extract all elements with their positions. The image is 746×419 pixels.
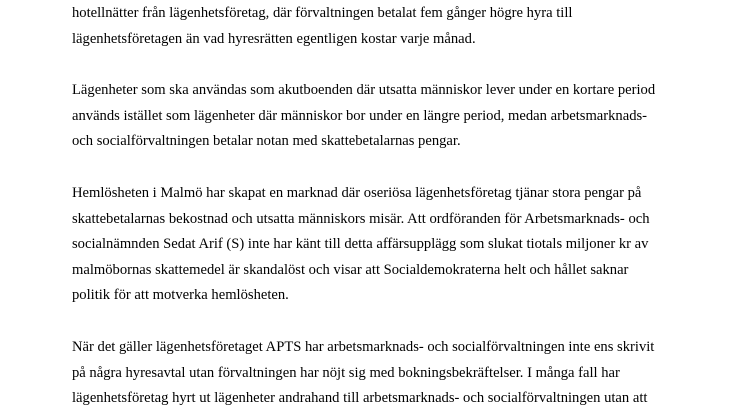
paragraph-line: används istället som lägenheter där människor bor under en längre period, medan arbetsmarknads- xyxy=(72,107,648,124)
paragraph-line: Lägenheter som ska användas som akutboenden där utsatta människor lever under en kortare period xyxy=(72,82,656,98)
paragraph-line: Hemlösheten i Malmö har skapat en marknad där oseriösa lägenhetsföretag tjänar stora pengar på xyxy=(72,185,642,201)
paragraph-line: hotellnätter från lägenhetsföretag, där förvaltningen betalat fem gånger högre hyra till xyxy=(72,5,573,21)
paragraph-line: på några hyresavtal utan förvaltningen har nöjt sig med bokningsbekräftelser. I många fall har xyxy=(72,364,620,381)
paragraph-line: När det gäller lägenhetsföretaget APTS har arbetsmarknads- och socialförvaltningen inte ens skrivit xyxy=(72,339,655,355)
paragraph-line: lägenhetsföretag hyrt ut lägenheter andrahand till arbetsmarknads- och socialförvaltningen utan att xyxy=(72,390,648,406)
paragraph-2 xyxy=(72,78,692,155)
paragraph-3 xyxy=(72,181,692,309)
paragraph-line: och socialförvaltningen betalar notan med skattebetalarnas pengar. xyxy=(72,133,461,149)
paragraph-line: skattebetalarnas bekostnad och utsatta människors misär. Att ordföranden för Arbetsmarknads- och xyxy=(72,210,650,227)
paragraph-line: socialnämnden Sedat Arif (S) inte har känt till detta affärsupplägg som slukat tiotals miljoner kr av xyxy=(72,236,649,252)
paragraph-line: politik för att motverka hemlösheten. xyxy=(72,287,289,303)
paragraph-line: lägenhetsföretagen än vad hyresrätten egentligen kostar varje månad. xyxy=(72,30,476,47)
paragraph-4 xyxy=(72,335,692,412)
paragraph-1 xyxy=(72,1,692,52)
paragraph-line: malmöbornas skattemedel är skandalöst och visar att Socialdemokraterna helt och hållet saknar xyxy=(72,261,629,278)
